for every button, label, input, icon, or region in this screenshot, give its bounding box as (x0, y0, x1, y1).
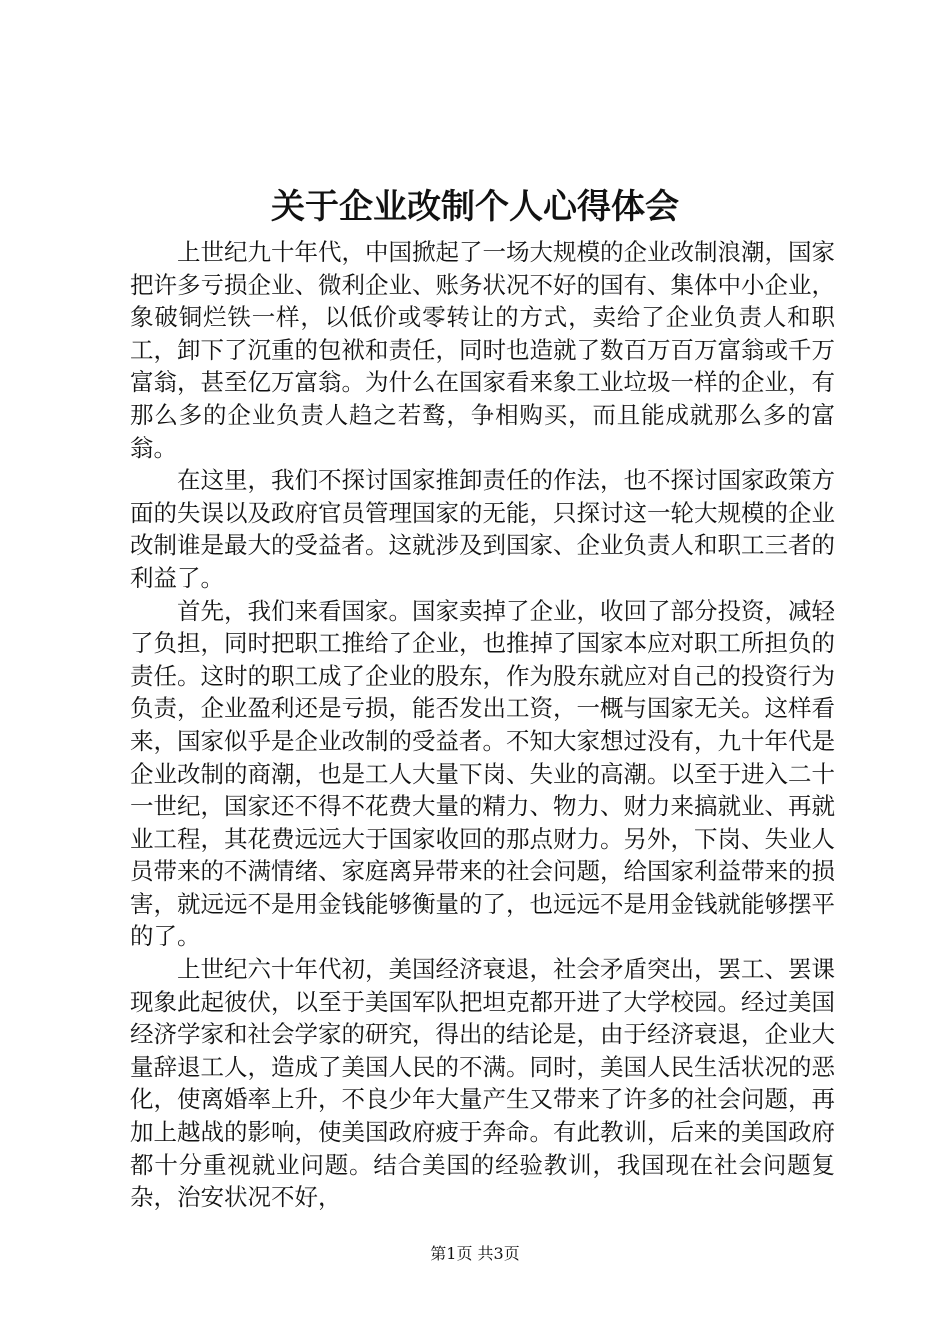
page-footer: 第1页 共3页 (430, 1244, 520, 1263)
paragraph: 在这里，我们不探讨国家推卸责任的作法，也不探讨国家政策方面的失误以及政府官员管理国家的无能，只探讨这一轮大规模的企业改制谁是最大的受益者。这就涉及到国家、企业负责人和职工三者的利益了。 (130, 466, 835, 592)
paragraph: 上世纪九十年代，中国掀起了一场大规模的企业改制浪潮，国家把许多亏损企业、微利企业、账务状况不好的国有、集体中小企业，象破铜烂铁一样，以低价或零转让的方式，卖给了企业负责人和职工，卸下了沉重的包袱和责任，同时也造就了数百万百万富翁或千万富翁，甚至亿万富翁。为什么在国家看来象工业垃圾一样的企业，有那么多的企业负责人趋之若鹜，争相购买，而且能成就那么多的富翁。 (130, 238, 835, 462)
document-title: 关于企业改制个人心得体会 (271, 187, 679, 227)
paragraph: 上世纪六十年代初，美国经济衰退，社会矛盾突出，罢工、罢课现象此起彼伏，以至于美国军队把坦克都开进了大学校园。经过美国经济学家和社会学家的研究，得出的结论是，由于经济衰退，企业大量辞退工人，造成了美国人民的不满。同时，美国人民生活状况的恶化，使离婚率上升，不良少年大量产生又带来了许多的社会问题，再加上越战的影响，使美国政府疲于奔命。有此教训，后来的美国政府都十分重视就业问题。结合美国的经验教训，我国现在社会问题复杂，治安状况不好， (130, 955, 835, 1212)
document-body (130, 236, 835, 1214)
paragraph: 首先，我们来看国家。国家卖掉了企业，收回了部分投资，减轻了负担，同时把职工推给了企业，也推掉了国家本应对职工所担负的责任。这时的职工成了企业的股东，作为股东就应对自己的投资行为负责，企业盈利还是亏损，能否发出工资，一概与国家无关。这样看来，国家似乎是企业改制的受益者。不知大家想过没有，九十年代是企业改制的商潮，也是工人大量下岗、失业的高潮。以至于进入二十一世纪，国家还不得不花费大量的精力、物力、财力来搞就业、再就业工程，其花费远远大于国家收回的那点财力。另外，下岗、失业人员带来的不满情绪、家庭离异带来的社会问题，给国家利益带来的损害，就远远不是用金钱能够衡量的了，也远远不是用金钱就能够摆平的了。 (130, 596, 835, 951)
